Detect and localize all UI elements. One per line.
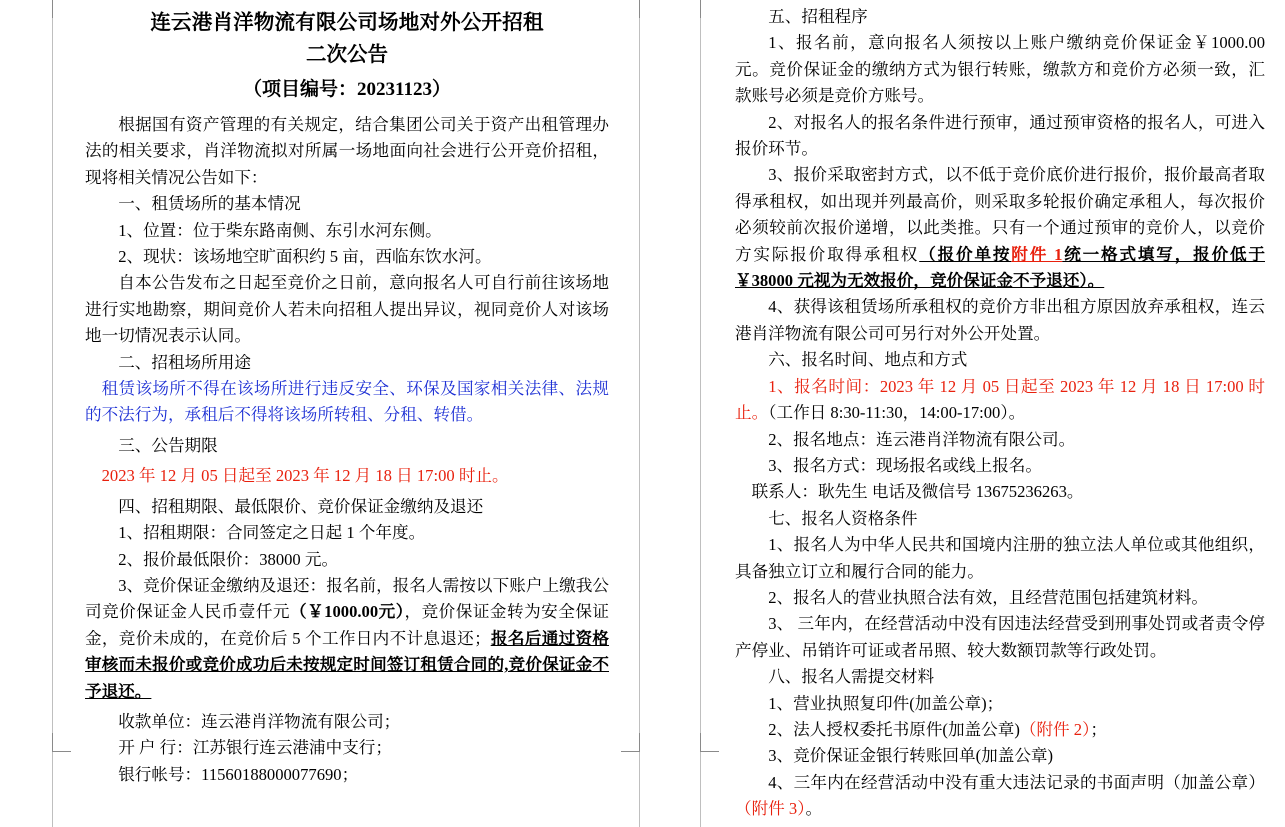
section-4-item-3-text-b: ，竞价保证金转为安全保证金，竞价未成的，在竞价后 5 个工作日内不计息退还； — [85, 602, 610, 648]
section-6-item-3: 3、报名方式：现场报名或线上报名。 — [768, 455, 1042, 475]
payee-line: 收款单位：连云港肖洋物流有限公司； — [118, 711, 401, 731]
section-4-item-3 — [85, 573, 609, 705]
section-5-heading: 五、招租程序 — [768, 7, 868, 26]
account-line: 银行帐号：11560188000077690； — [118, 764, 359, 784]
section-6-item-1 — [735, 374, 1265, 427]
section-8-item-1: 1、营业执照复印件(加盖公章)； — [768, 693, 1004, 713]
page-1-content — [85, 8, 609, 788]
bank-line: 开 户 行：江苏银行连云港浦中支行； — [118, 738, 392, 758]
section-8-item-4-text-a: 4、三年内在经营活动中没有重大违法记录的书面声明（加盖公章） — [768, 772, 1265, 792]
crop-mark-top-left — [52, 0, 71, 18]
section-4-item-1: 1、招租期限：合同签定之日起 1 个年度。 — [118, 523, 426, 543]
section-2-heading: 二、招租场所用途 — [118, 352, 251, 372]
project-number: （项目编号：20231123） — [243, 79, 451, 100]
document-page-1 — [52, 0, 640, 827]
section-5-item-4: 4、获得该租赁场所承租权的竞价方非出租方原因放弃承租权，连云港肖洋物流有限公司可另行对外公开处置。 — [735, 297, 1265, 343]
crop-mark-bottom-left-2 — [700, 733, 719, 752]
section-7-item-1: 1、报名人为中华人民共和国境内注册的独立法人单位或其他组织，具备独立订立和履行合同的能力。 — [735, 535, 1265, 581]
deposit-amount: （￥1000.00元） — [290, 602, 405, 622]
section-6-item-2: 2、报名地点：连云港肖洋物流有限公司。 — [768, 429, 1076, 449]
section-7-heading: 七、报名人资格条件 — [768, 508, 918, 528]
section-8-heading: 八、报名人需提交材料 — [768, 667, 935, 687]
section-7-item-3: 3、 三年内，在经营活动中没有因违法经营受到刑事处罚或者责令停产停业、吊销许可证或者吊照、较大数额罚款等行政处罚。 — [735, 614, 1265, 660]
section-1-item-1: 1、位置：位于柴东路南侧、东引水河东侧。 — [118, 220, 442, 240]
section-1-paragraph: 自本公告发布之日起至竞价之日前，意向报名人可自行前往该场地进行实地勘察，期间竞价人若未向招租人提出异议，视同竞价人对该场地一切情况表示认同。 — [85, 273, 609, 346]
section-7-item-2: 2、报名人的营业执照合法有效，且经营范围包括建筑材料。 — [768, 587, 1208, 607]
registration-time-hours: （工作日 8:30-11:30，14:00-17:00）。 — [768, 403, 1026, 423]
crop-mark-top-left-2 — [700, 0, 719, 18]
attachment-3-reference: （附件 3） — [735, 799, 806, 819]
section-4-item-3-text-a: 3、竞价保证金缴纳及退还：报名前，报名人需按以下账户上缴我公司竞价保证金人民币壹仟元 — [85, 575, 609, 622]
section-3-heading: 三、公告期限 — [118, 435, 218, 455]
section-8-item-4 — [735, 770, 1265, 823]
document-title-line-1: 连云港肖洋物流有限公司场地对外公开招租 — [150, 12, 544, 34]
crop-mark-top-right — [621, 0, 640, 18]
section-5-item-3 — [735, 162, 1265, 294]
document-page-2 — [700, 0, 1285, 827]
section-2-body: 租赁该场所不得在该场所进行违反安全、环保及国家相关法律、法规的不法行为，承租后不得将该场所转租、分租、转借。 — [85, 379, 609, 425]
section-5-item-3-text-a: 3、报价采取密封方式，以不低于竞价底价进行报价，报价最高者取得承租权，如出现并列最高价，则采取多轮报价确定承租人，每次报价必须较前次报价递增，以此类推。只有一个通过预审的竞价人，以竞价方实际报价取得承租权 — [735, 165, 1265, 264]
section-8-item-2-text-b: ； — [1090, 719, 1107, 739]
document-title-line-2: 二次公告 — [306, 44, 388, 66]
crop-mark-bottom-left — [52, 733, 71, 752]
section-4-heading: 四、招租期限、最低限价、竞价保证金缴纳及退还 — [118, 496, 484, 516]
section-5-item-1: 1、报名前，意向报名人须按以上账户缴纳竞价保证金￥1000.00 元。竞价保证金的缴纳方式为银行转账，缴款方和竞价方必须一致，汇款账号必须是竞价方账号。 — [735, 33, 1265, 106]
section-8-item-2 — [735, 717, 1265, 743]
registration-time-red: 1、报名时间：2023 年 12 月 05 日起至 2023 年 12 月 18 日 17:00 时止。 — [735, 376, 1265, 423]
section-1-item-2: 2、现状：该场地空旷面积约 5 亩，西临东饮水河。 — [118, 247, 492, 267]
crop-mark-bottom-right — [621, 733, 640, 752]
section-5-item-2: 2、对报名人的报名条件进行预审，通过预审资格的报名人，可进入报价环节。 — [735, 112, 1265, 159]
section-6-heading: 六、报名时间、地点和方式 — [768, 350, 968, 370]
attachment-1-reference: 附件 1 — [1011, 244, 1063, 264]
section-5-item-3-text-b: （报价单按 — [919, 244, 1012, 264]
section-8-item-4-text-b: 。 — [805, 799, 823, 819]
contact-line: 联系人：耿先生 电话及微信号 13675236263。 — [751, 482, 1084, 502]
section-3-body: 2023 年 12 月 05 日起至 2023 年 12 月 18 日 17:00 时止。 — [101, 466, 509, 486]
attachment-2-reference: （附件 2） — [1019, 719, 1091, 739]
intro-paragraph: 根据国有资产管理的有关规定，结合集团公司关于资产出租管理办法的相关要求，肖洋物流拟对所属一场地面向社会进行公开竞价招租，现将相关情况公告如下： — [85, 115, 609, 187]
section-8-item-3: 3、竞价保证金银行转账回单(加盖公章) — [768, 746, 1054, 766]
section-4-item-3-underlined: 报名后通过资格审核而未报价或竞价成功后未按规定时间签订租赁合同的,竞价保证金不予退还。 — [85, 628, 610, 701]
section-1-heading: 一、租赁场所的基本情况 — [118, 194, 301, 214]
section-4-item-2: 2、报价最低限价：38000 元。 — [118, 549, 339, 569]
section-8-item-2-text-a: 2、法人授权委托书原件(加盖公章) — [768, 719, 1020, 739]
section-5-item-3-text-c: 统一格式填写，报价低于￥38000 元视为无效报价，竞价保证金不予退还）。 — [735, 244, 1265, 291]
page-2-content — [735, 4, 1265, 823]
